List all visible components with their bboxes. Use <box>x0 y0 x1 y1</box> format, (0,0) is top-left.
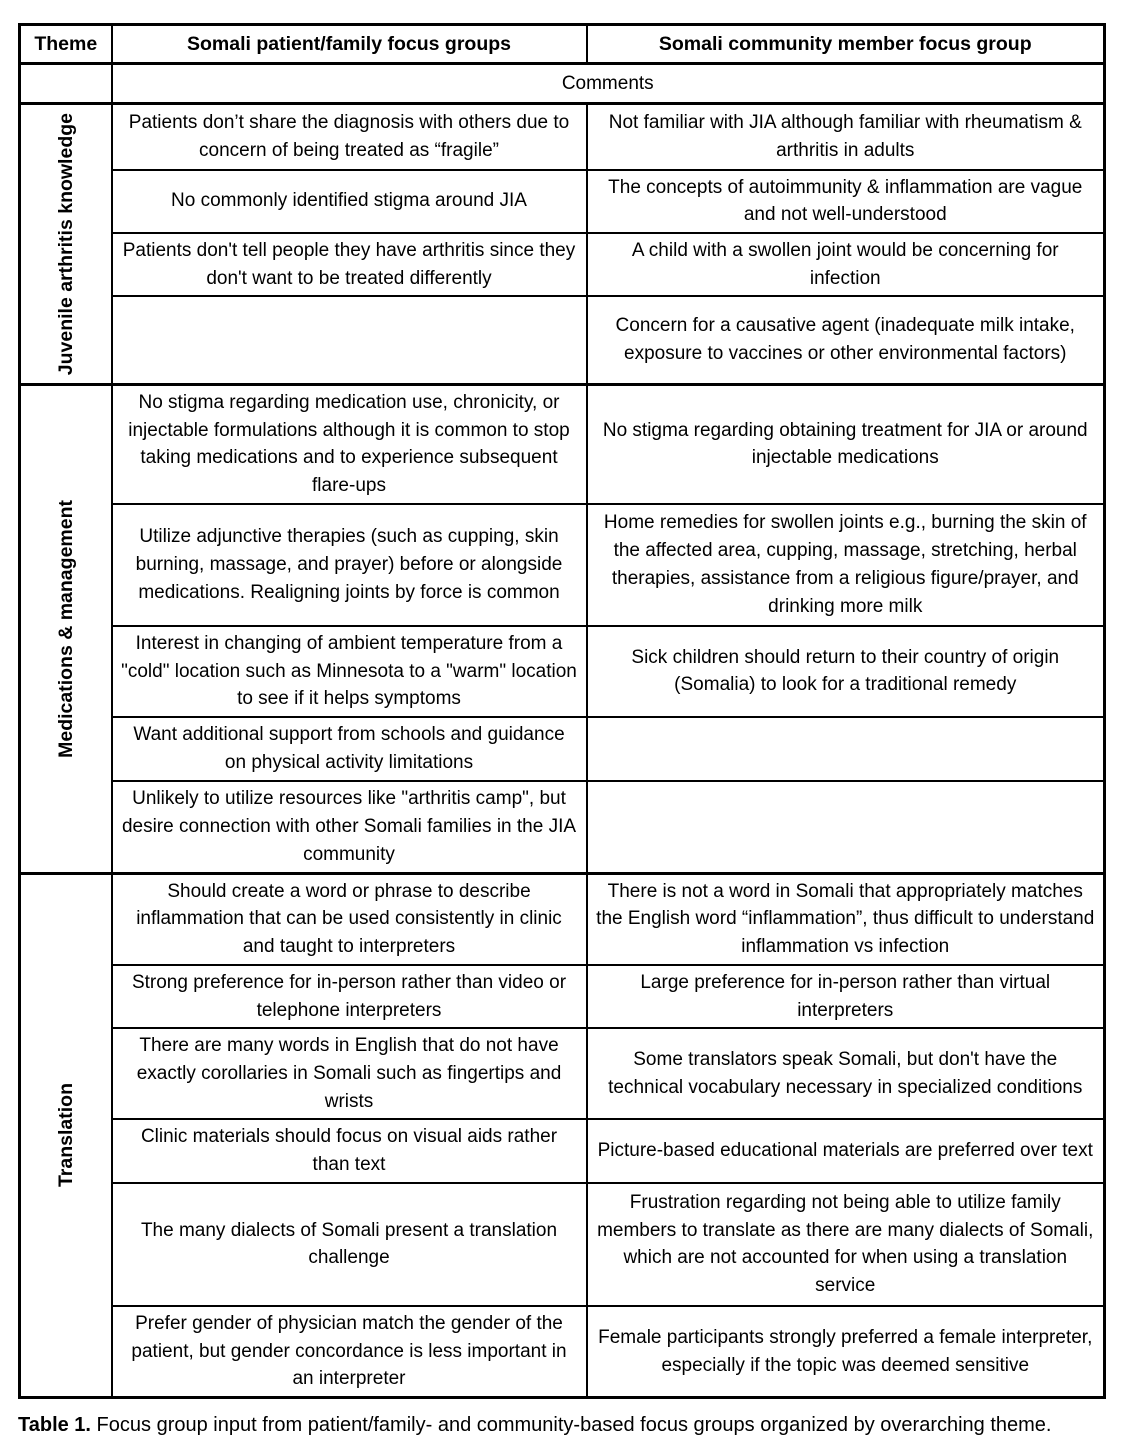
patient-cell: No commonly identified stigma around JIA <box>112 170 587 233</box>
table-row <box>20 717 1105 781</box>
patient-cell: Utilize adjunctive therapies (such as cupping, skin burning, massage, and prayer) before or alongside medications. Realigning joints by force is common <box>112 504 587 626</box>
header-patient-column: Somali patient/family focus groups <box>112 25 587 64</box>
table-header-row <box>20 25 1105 64</box>
table-row <box>20 1183 1105 1306</box>
comments-theme-empty-cell <box>20 64 112 104</box>
caption-text: Focus group input from patient/family- and community-based focus groups organized by overarching theme. <box>91 1414 1052 1437</box>
patient-cell: The many dialects of Somali present a translation challenge <box>112 1183 587 1306</box>
comments-label: Comments <box>112 64 1105 104</box>
community-cell: Frustration regarding not being able to utilize family members to translate as there are many dialects of Somali, which are not accounted for when using a translation service <box>587 1183 1105 1306</box>
patient-cell: Should create a word or phrase to describe inflammation that can be used consistently in clinic and taught to interpreters <box>112 873 587 965</box>
theme-label: Juvenile arthritis knowledge <box>54 112 77 376</box>
patient-cell: There are many words in English that do not have exactly corollaries in Somali such as fingertips and wrists <box>112 1028 587 1119</box>
patient-cell: Strong preference for in-person rather than video or telephone interpreters <box>112 965 587 1028</box>
community-cell: The concepts of autoimmunity & inflammation are vague and not well-understood <box>587 170 1105 233</box>
table-row <box>20 626 1105 717</box>
patient-cell: Unlikely to utilize resources like "arthritis camp", but desire connection with other Somali families in the JIA community <box>112 781 587 873</box>
community-cell: Not familiar with JIA although familiar with rheumatism & arthritis in adults <box>587 104 1105 170</box>
header-community-column: Somali community member focus group <box>587 25 1105 64</box>
table-row <box>20 384 1105 503</box>
community-cell: No stigma regarding obtaining treatment for JIA or around injectable medications <box>587 384 1105 503</box>
theme-label: Translation <box>54 1083 77 1188</box>
community-cell: Some translators speak Somali, but don't have the technical vocabulary necessary in specialized conditions <box>587 1028 1105 1119</box>
theme-label: Medications & management <box>54 499 77 758</box>
comments-row <box>20 64 1105 104</box>
community-cell: Home remedies for swollen joints e.g., burning the skin of the affected area, cupping, massage, stretching, herbal therapies, assistance from a religious figure/prayer, and drinking more milk <box>587 504 1105 626</box>
table-row <box>20 233 1105 296</box>
community-cell: Picture-based educational materials are preferred over text <box>587 1119 1105 1182</box>
community-cell: Sick children should return to their country of origin (Somalia) to look for a traditional remedy <box>587 626 1105 717</box>
table-row <box>20 873 1105 965</box>
patient-cell: Patients don’t share the diagnosis with others due to concern of being treated as “fragile” <box>112 104 587 170</box>
patient-cell: Want additional support from schools and guidance on physical activity limitations <box>112 717 587 781</box>
patient-cell: No stigma regarding medication use, chronicity, or injectable formulations although it is common to stop taking medications and to experience subsequent flare-ups <box>112 384 587 503</box>
patient-cell: Patients don't tell people they have arthritis since they don't want to be treated differently <box>112 233 587 296</box>
theme-cell-juvenile-arthritis-knowledge <box>20 104 112 385</box>
table-row <box>20 965 1105 1028</box>
patient-cell: Interest in changing of ambient temperature from a "cold" location such as Minnesota to a "warm" location to see if it helps symptoms <box>112 626 587 717</box>
community-cell: Concern for a causative agent (inadequate milk intake, exposure to vaccines or other environmental factors) <box>587 296 1105 384</box>
community-cell: Female participants strongly preferred a female interpreter, especially if the topic was deemed sensitive <box>587 1306 1105 1398</box>
table-row <box>20 1028 1105 1119</box>
focus-group-table <box>18 23 1106 1399</box>
patient-cell <box>112 296 587 384</box>
theme-cell-medications-management <box>20 384 112 873</box>
caption-label: Table 1. <box>18 1414 91 1437</box>
table-caption <box>18 1410 1103 1441</box>
table-row <box>20 104 1105 170</box>
table-row <box>20 1306 1105 1398</box>
table-row <box>20 296 1105 384</box>
community-cell: There is not a word in Somali that appropriately matches the English word “inflammation”, thus difficult to understand inflammation vs infection <box>587 873 1105 965</box>
community-cell: Large preference for in-person rather than virtual interpreters <box>587 965 1105 1028</box>
patient-cell: Prefer gender of physician match the gender of the patient, but gender concordance is less important in an interpreter <box>112 1306 587 1398</box>
header-theme: Theme <box>20 25 112 64</box>
patient-cell: Clinic materials should focus on visual aids rather than text <box>112 1119 587 1182</box>
table-row <box>20 781 1105 873</box>
theme-cell-translation <box>20 873 112 1398</box>
community-cell <box>587 781 1105 873</box>
table-row <box>20 1119 1105 1182</box>
table-row <box>20 170 1105 233</box>
community-cell <box>587 717 1105 781</box>
table-row <box>20 504 1105 626</box>
community-cell: A child with a swollen joint would be concerning for infection <box>587 233 1105 296</box>
